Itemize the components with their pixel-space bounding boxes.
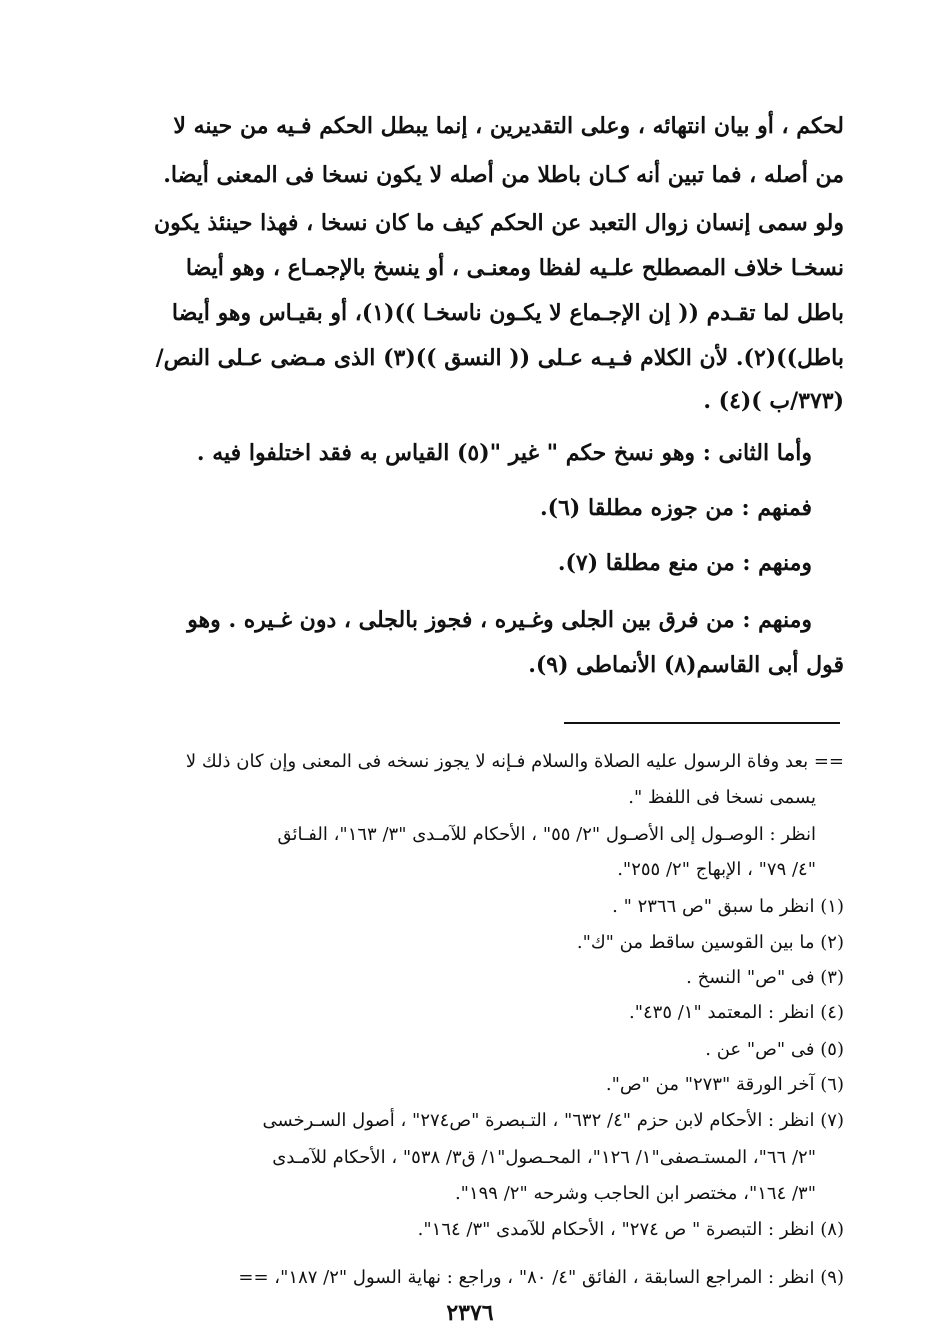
footnote-5: (٥) فى "ص" عن . <box>705 1039 844 1060</box>
footnote-3: (٣) فى "ص" النسخ . <box>686 967 844 988</box>
footnote-separator <box>564 722 840 724</box>
footnote-line: يسمى نسخا فى اللفظ ". <box>628 787 816 808</box>
paragraph-second-opinion: ومنهم : من منع مطلقا (٧). <box>557 550 812 576</box>
body-line: من أصله ، فما تبين أنه كـان باطلا من أصله لا يكون نسخا فى المعنى أيضا. <box>163 162 844 188</box>
footnote-7: (٧) انظر : الأحكام لابن حزم "٤/ ٦٣٢" ، التـبصرة "ص٢٧٤" ، أصول السـرخسى <box>262 1110 844 1131</box>
page-number: ٢٣٧٦ <box>446 1300 494 1326</box>
body-line: باطل))(٢). لأن الكلام فـيـه عـلى (( النسق ))(٣) الذى مـضى عـلى النص/ <box>155 345 844 371</box>
footnote-2: (٢) ما بين القوسين ساقط من "ك". <box>576 932 844 953</box>
paragraph-third-opinion: ومنهم : من فرق بين الجلى وغـيره ، فجوز بالجلى ، دون غـيره . وهو <box>187 607 812 633</box>
body-line: لحكم ، أو بيان انتهائه ، وعلى التقديرين ، إنما يبطل الحكم فـيه من حينه لا <box>173 113 844 139</box>
footnote-line: "٤/ ٧٩" ، الإبهاج "٢/ ٢٥٥". <box>617 859 816 880</box>
footnote-6: (٦) آخر الورقة "٢٧٣" من "ص". <box>605 1074 844 1095</box>
footnote-9: (٩) انظر : المراجع السابقة ، الفائق "٤/ ٨٠" ، وراجع : نهاية السول "٢/ ١٨٧"، == <box>238 1267 844 1288</box>
body-line: باطل لما تقـدم (( إن الإجـماع لا يكـون ناسخـا ))(١)، أو بقيـاس وهو أيضا <box>171 300 844 326</box>
footnote-line: "٣/ ١٦٤"، مختصر ابن الحاجب وشرحه "٢/ ١٩٩". <box>454 1183 816 1204</box>
body-line: نسخـا خلاف المصطلح علـيه لفظا ومعنـى ، أو ينسخ بالإجمـاع ، وهو أيضا <box>185 255 844 281</box>
footnote-1: (١) انظر ما سبق "ص ٢٣٦٦ " . <box>612 896 844 917</box>
footnote-line: == بعد وفاة الرسول عليه الصلاة والسلام فـإنه لا يجوز نسخه فى المعنى وإن كان ذلك لا <box>185 751 844 772</box>
footnote-line: انظر : الوصـول إلى الأصـول "٢/ ٥٥" ، الأحكام للآمـدى "٣/ ١٦٣"، الفـائق <box>277 824 816 845</box>
footnote-4: (٤) انظر : المعتمد "١/ ٤٣٥". <box>628 1002 844 1023</box>
footnote-8: (٨) انظر : التبصرة " ص ٢٧٤" ، الأحكام للآمدى "٣/ ١٦٤". <box>417 1219 844 1240</box>
paragraph-first-opinion: فمنهم : من جوزه مطلقا (٦). <box>540 495 812 521</box>
footnote-line: "٢/ ٦٦"، المستـصفى"١/ ١٢٦"، المحـصول"١/ ق٣/ ٥٣٨" ، الأحكام للآمـدى <box>272 1147 816 1168</box>
body-line: ولو سمى إنسان زوال التعبد عن الحكم كيف ما كان نسخا ، فهذا حينئذ يكون <box>153 210 844 236</box>
body-line: قول أبى القاسم(٨) الأنماطى (٩). <box>528 652 844 678</box>
paragraph-second-kind: وأما الثانى : وهو نسخ حكم " غير "(٥) القياس به فقد اختلفوا فيه . <box>196 440 812 466</box>
body-line: (٣٧٣/ب )(٤) . <box>703 388 844 414</box>
